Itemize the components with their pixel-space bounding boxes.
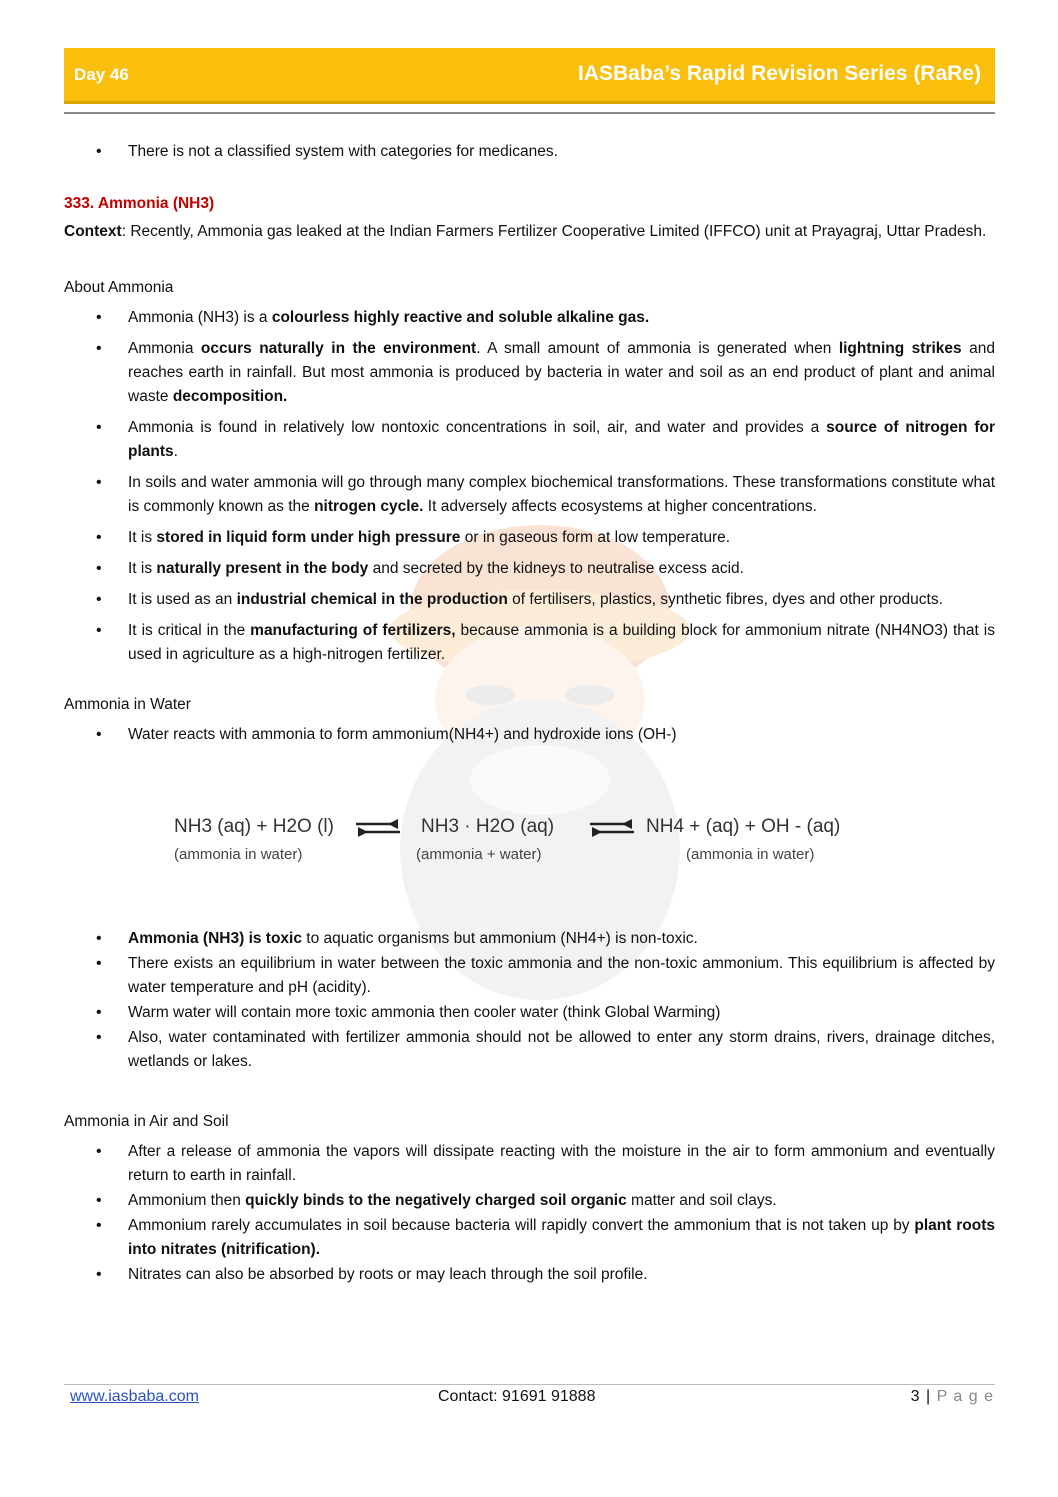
water-heading: Ammonia in Water — [64, 696, 191, 713]
water-list — [64, 927, 995, 1074]
context-paragraph: Context: Recently, Ammonia gas leaked at the Indian Farmers Fertilizer Cooperative Limited (IFFCO) unit at Prayagraj, Uttar Pradesh. — [64, 223, 987, 240]
list-item: • Ammonium then quickly binds to the negatively charged soil organic matter and soil clays. — [64, 1189, 995, 1213]
series-title: IASBaba’s Rapid Revision Series (RaRe) — [577, 62, 981, 85]
intro-list — [64, 140, 995, 164]
day-label: Day 46 — [74, 65, 129, 84]
air-soil-heading: Ammonia in Air and Soil — [64, 1113, 229, 1130]
equation-intermediate: NH3 · H2O (aq) — [421, 816, 555, 837]
list-item: • There exists an equilibrium in water between the toxic ammonia and the non-toxic ammonium. This equilibrium is affected by water temperature and pH (acidity). — [64, 952, 995, 1000]
list-item: • Ammonia (NH3) is a colourless highly reactive and soluble alkaline gas. — [64, 306, 995, 330]
page-content — [64, 140, 995, 1288]
list-item: • It is naturally present in the body and secreted by the kidneys to neutralise excess acid. — [64, 557, 995, 581]
header-divider — [64, 112, 995, 114]
air-soil-list — [64, 1140, 995, 1287]
list-item: • Ammonia is found in relatively low nontoxic concentrations in soil, air, and water and provides a source of nitrogen for plants. — [64, 416, 995, 464]
website-link[interactable]: www.iasbaba.com — [70, 1388, 199, 1405]
list-item: • Ammonia (NH3) is toxic to aquatic organisms but ammonium (NH4+) is non-toxic. — [64, 927, 995, 951]
equation-products: NH4 + (aq) + OH - (aq) — [646, 816, 841, 837]
list-item: • It is stored in liquid form under high pressure or in gaseous form at low temperature. — [64, 526, 995, 550]
list-item: • It is critical in the manufacturing of fertilizers, because ammonia is a building block for ammonium nitrate (NH4NO3) that is used in agriculture as a high-nitrogen fertilizer. — [64, 619, 995, 667]
list-item: • Ammonium rarely accumulates in soil because bacteria will rapidly convert the ammonium that is not taken up by plant roots into nitrates (nitrification). — [64, 1214, 995, 1262]
equation-reactants: NH3 (aq) + H2O (l) — [174, 816, 334, 837]
list-item: • Warm water will contain more toxic ammonia then cooler water (think Global Warming) — [64, 1001, 995, 1025]
list-item: • After a release of ammonia the vapors will dissipate reacting with the moisture in the air to form ammonium and eventually return to earth in rainfall. — [64, 1140, 995, 1188]
topic-title: 333. Ammonia (NH3) — [64, 195, 215, 212]
list-item: • Ammonia occurs naturally in the environment. A small amount of ammonia is generated when lightning strikes and reaches earth in rainfall. But most ammonia is produced by bacteria in water and soil as an end product of plant and animal waste decomposition. — [64, 337, 995, 409]
page-number: 3 | P a g e — [910, 1388, 994, 1405]
footer-divider — [64, 1384, 995, 1385]
list-item: • Also, water contaminated with fertilizer ammonia should not be allowed to enter any storm drains, rivers, drainage ditches, wetlands or lakes. — [64, 1026, 995, 1074]
list-item: • Nitrates can also be absorbed by roots or may leach through the soil profile. — [64, 1263, 995, 1287]
equilibrium-arrow-icon — [588, 817, 636, 839]
water-intro-list — [64, 723, 995, 747]
contact-info: Contact: 91691 91888 — [438, 1388, 596, 1405]
equilibrium-arrow-icon — [354, 817, 402, 839]
context-label: Context — [64, 223, 122, 240]
list-item: • Water reacts with ammonia to form ammonium(NH4+) and hydroxide ions (OH-) — [64, 723, 995, 747]
about-list — [64, 306, 995, 667]
equation-label-products: (ammonia in water) — [686, 846, 815, 863]
list-item: • There is not a classified system with categories for medicanes. — [64, 140, 995, 164]
equation-label-intermediate: (ammonia + water) — [416, 846, 542, 863]
about-heading: About Ammonia — [64, 279, 174, 296]
equation-label-reactants: (ammonia in water) — [174, 846, 303, 863]
page-header — [64, 48, 995, 104]
list-item: • In soils and water ammonia will go through many complex biochemical transformations. These transformations constitute what is commonly known as the nitrogen cycle. It adversely affects ecosystems at higher concentrations. — [64, 471, 995, 519]
ammonia-equation — [64, 755, 995, 905]
list-item: • It is used as an industrial chemical in the production of fertilisers, plastics, synthetic fibres, dyes and other products. — [64, 588, 995, 612]
